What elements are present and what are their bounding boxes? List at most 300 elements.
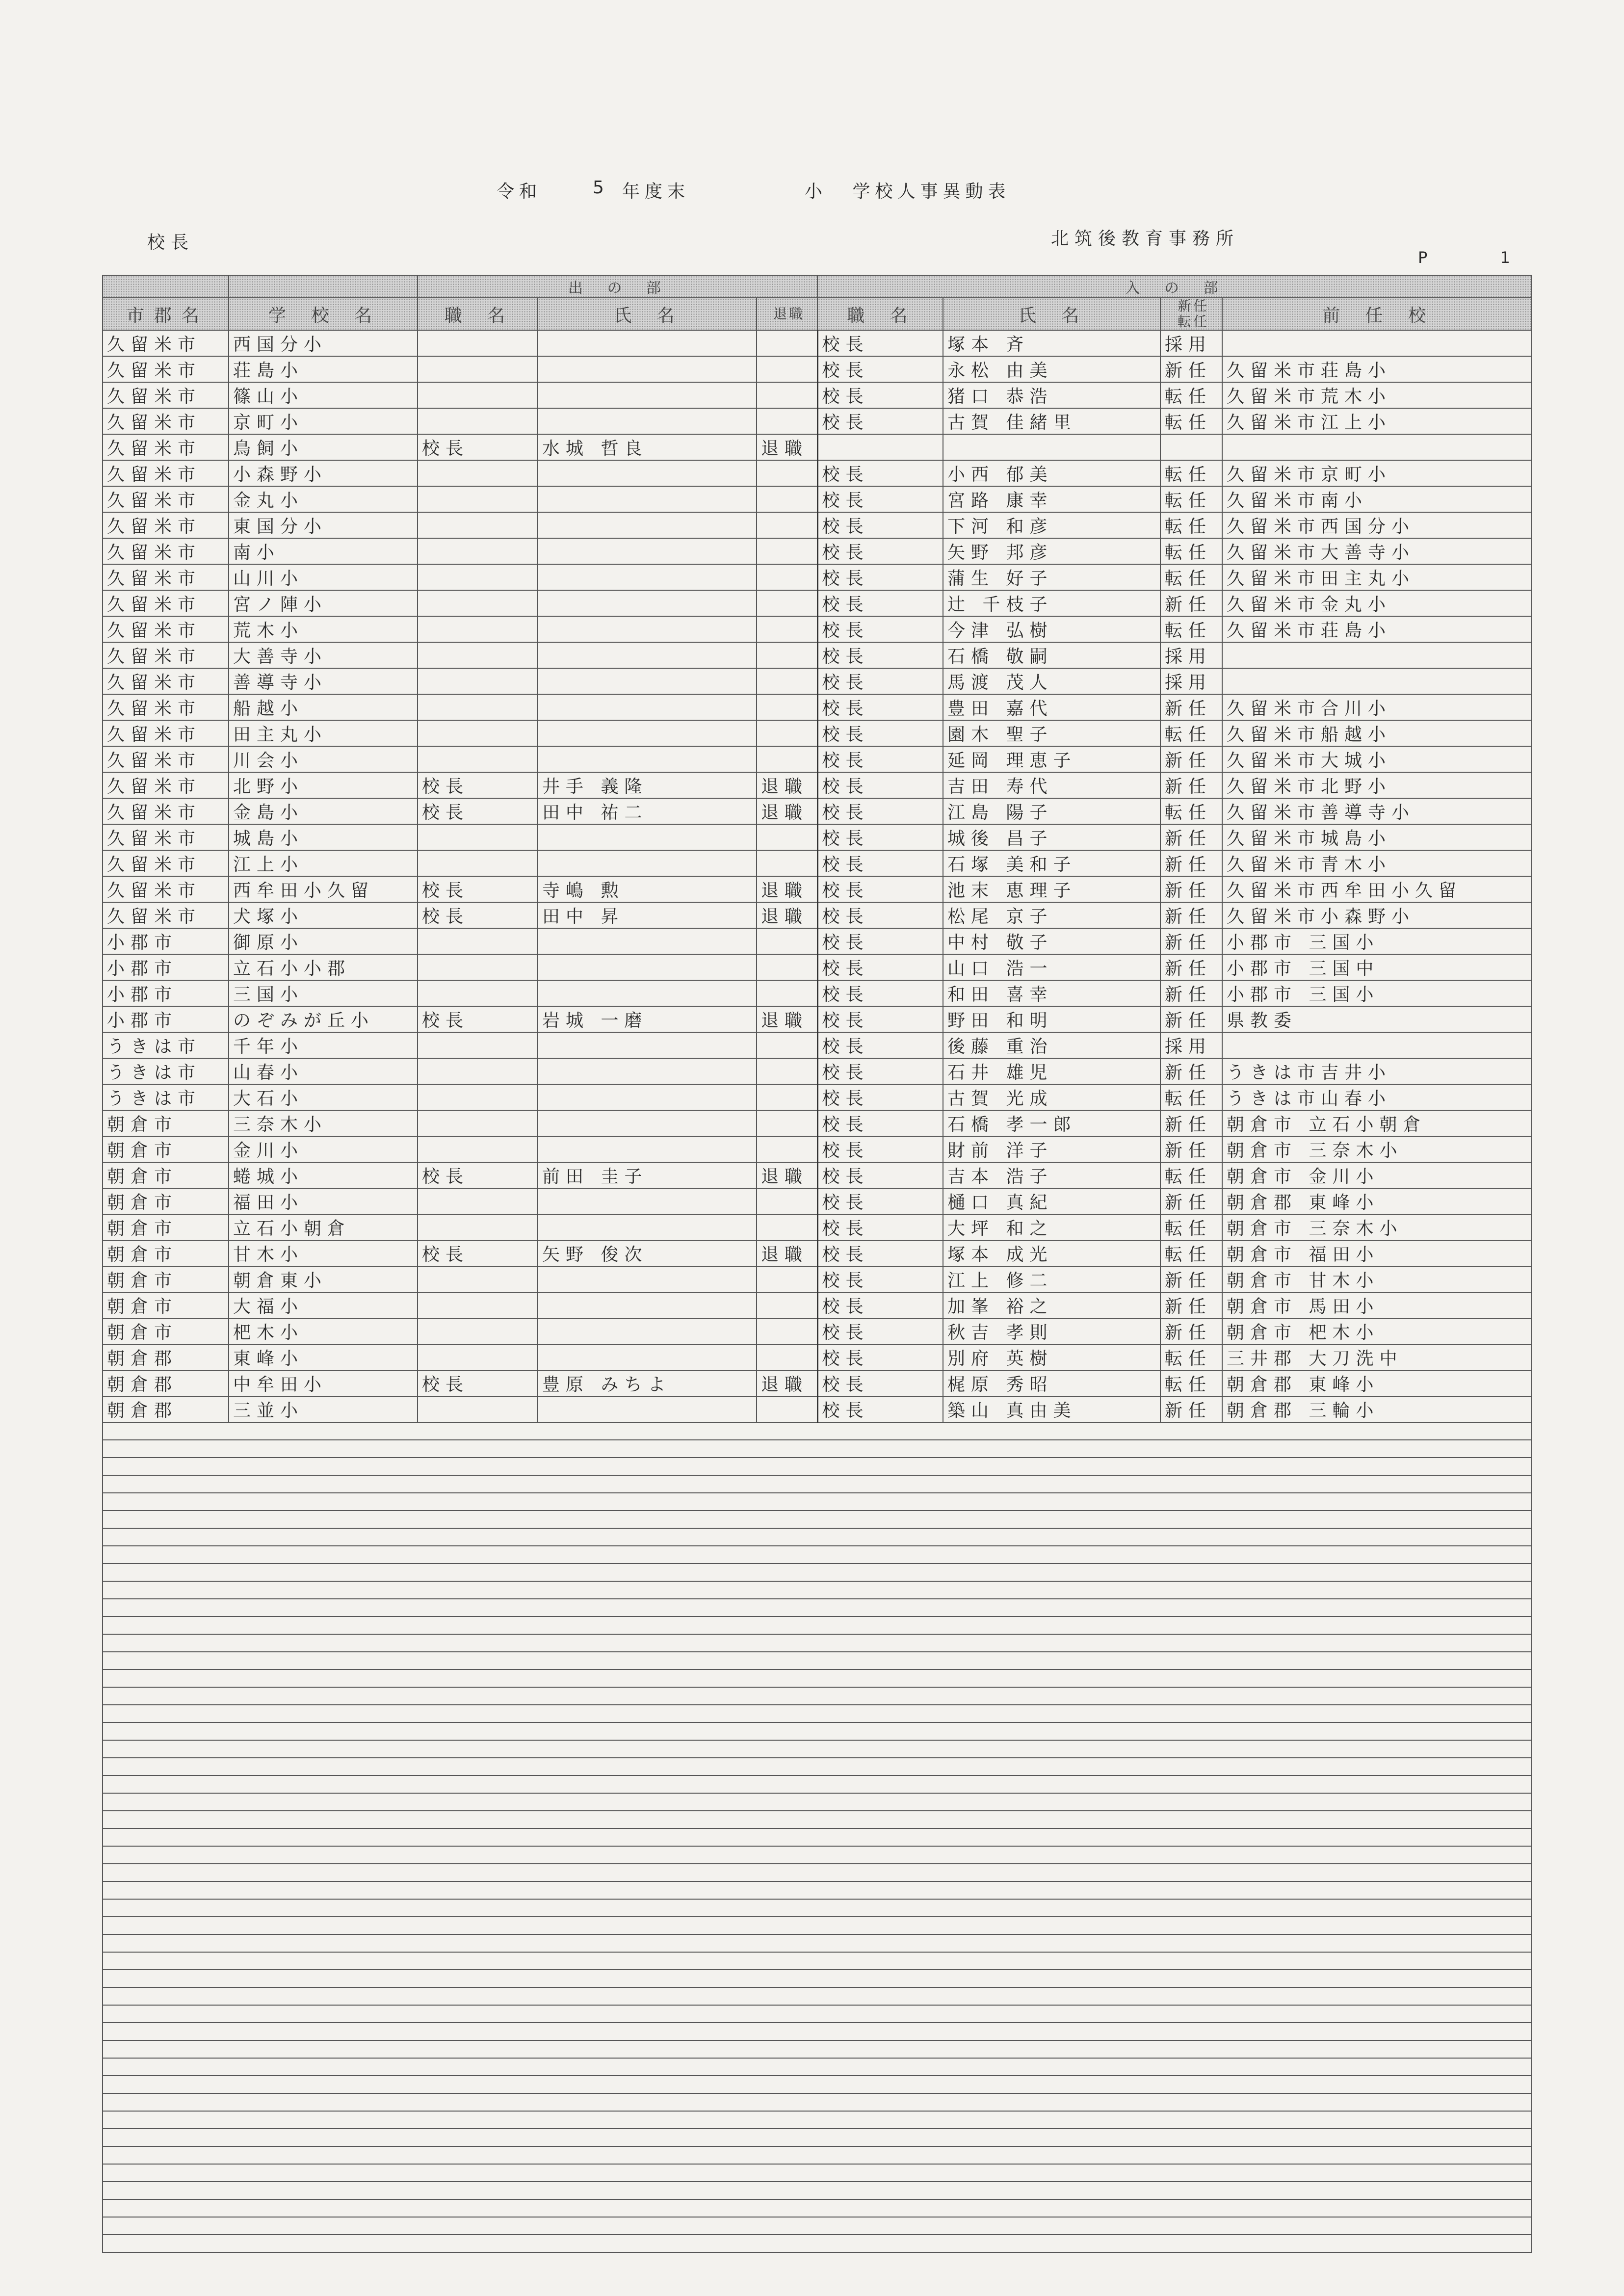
out-name-cell <box>538 512 757 538</box>
previous-school-cell: 小郡市 三国小 <box>1222 980 1532 1006</box>
empty-row <box>103 1475 1532 1493</box>
region-cell: うきは市 <box>103 1058 229 1084</box>
previous-school-cell: 久留米市田主丸小 <box>1222 564 1532 590</box>
out-position-cell <box>418 1344 538 1370</box>
in-position-cell: 校長 <box>817 1292 943 1318</box>
empty-row-cell <box>103 1828 1532 1846</box>
empty-row <box>103 1599 1532 1617</box>
empty-row <box>103 2040 1532 2058</box>
empty-row-cell <box>103 1687 1532 1705</box>
out-name-cell: 岩城 一磨 <box>538 1006 757 1032</box>
empty-row <box>103 1564 1532 1581</box>
out-name-cell <box>538 1266 757 1292</box>
out-name-cell <box>538 954 757 980</box>
in-position-cell: 校長 <box>817 1084 943 1110</box>
table-row <box>103 1292 1532 1318</box>
empty-row <box>103 2005 1532 2023</box>
table-row <box>103 1214 1532 1240</box>
in-position-cell: 校長 <box>817 564 943 590</box>
region-cell: 久留米市 <box>103 590 229 616</box>
empty-row <box>103 1652 1532 1670</box>
school-cell: のぞみが丘小 <box>229 1006 418 1032</box>
empty-row <box>103 1952 1532 1970</box>
out-position-cell <box>418 512 538 538</box>
in-name-cell: 中村 敬子 <box>943 928 1160 954</box>
in-name-cell: 秋吉 孝則 <box>943 1318 1160 1344</box>
school-cell: 三国小 <box>229 980 418 1006</box>
in-name-cell <box>943 434 1160 460</box>
empty-row-cell <box>103 1952 1532 1970</box>
out-position-cell <box>418 980 538 1006</box>
retirement-cell <box>757 356 817 382</box>
in-position-cell: 校長 <box>817 1162 943 1188</box>
in-position-cell: 校長 <box>817 1136 943 1162</box>
in-name-cell: 延岡 理恵子 <box>943 746 1160 772</box>
empty-row-cell <box>103 1475 1532 1493</box>
out-position-cell <box>418 538 538 564</box>
empty-row <box>103 1934 1532 1952</box>
appointment-type-cell: 新任 <box>1160 1318 1222 1344</box>
in-name-cell: 馬渡 茂人 <box>943 668 1160 694</box>
in-position-cell: 校長 <box>817 876 943 902</box>
empty-row-cell <box>103 1440 1532 1458</box>
region-cell: 久留米市 <box>103 460 229 486</box>
in-position-cell: 校長 <box>817 1240 943 1266</box>
previous-school-cell: 久留米市大城小 <box>1222 746 1532 772</box>
school-cell: 山川小 <box>229 564 418 590</box>
appointment-type-cell: 採用 <box>1160 642 1222 668</box>
empty-row-cell <box>103 2040 1532 2058</box>
in-position-cell: 校長 <box>817 928 943 954</box>
out-name-cell <box>538 460 757 486</box>
retirement-cell: 退職 <box>757 1370 817 1396</box>
empty-row <box>103 2217 1532 2235</box>
school-cell: 荘島小 <box>229 356 418 382</box>
appointment-type-cell: 転任 <box>1160 486 1222 512</box>
school-cell: 金島小 <box>229 798 418 824</box>
empty-row-cell <box>103 1846 1532 1864</box>
in-name-cell: 江上 修二 <box>943 1266 1160 1292</box>
previous-school-cell: 朝倉市 馬田小 <box>1222 1292 1532 1318</box>
appointment-type-cell: 転任 <box>1160 1162 1222 1188</box>
table-row <box>103 1032 1532 1058</box>
table-row <box>103 850 1532 876</box>
school-cell: 鳥飼小 <box>229 434 418 460</box>
in-name-cell: 今津 弘樹 <box>943 616 1160 642</box>
appointment-type-cell: 転任 <box>1160 408 1222 434</box>
column-header-in-name: 氏 名 <box>943 298 1160 330</box>
empty-row <box>103 2235 1532 2252</box>
in-name-cell: 築山 真由美 <box>943 1396 1160 1422</box>
region-cell: 久留米市 <box>103 434 229 460</box>
out-position-cell: 校長 <box>418 876 538 902</box>
appointment-type-cell: 新任 <box>1160 772 1222 798</box>
in-position-cell: 校長 <box>817 1032 943 1058</box>
school-cell: 立石小小郡 <box>229 954 418 980</box>
in-name-cell: 野田 和明 <box>943 1006 1160 1032</box>
appointment-type-cell: 新任 <box>1160 1266 1222 1292</box>
empty-row-cell <box>103 1422 1532 1440</box>
table-row <box>103 798 1532 824</box>
retirement-cell <box>757 1110 817 1136</box>
out-position-cell <box>418 1292 538 1318</box>
column-header-row <box>103 298 1532 330</box>
previous-school-cell: 久留米市西牟田小久留 <box>1222 876 1532 902</box>
table-row <box>103 746 1532 772</box>
in-position-cell: 校長 <box>817 850 943 876</box>
out-section-header: 出 の 部 <box>418 275 817 298</box>
retirement-cell <box>757 408 817 434</box>
previous-school-cell <box>1222 642 1532 668</box>
previous-school-cell: 久留米市大善寺小 <box>1222 538 1532 564</box>
out-position-cell <box>418 668 538 694</box>
empty-row-cell <box>103 1528 1532 1546</box>
empty-row-cell <box>103 2199 1532 2217</box>
out-name-cell: 寺嶋 勲 <box>538 876 757 902</box>
previous-school-cell: うきは市山春小 <box>1222 1084 1532 1110</box>
out-name-cell <box>538 746 757 772</box>
out-name-cell <box>538 980 757 1006</box>
empty-row-cell <box>103 2217 1532 2235</box>
in-name-cell: 豊田 嘉代 <box>943 694 1160 720</box>
table-row <box>103 928 1532 954</box>
out-position-cell <box>418 1058 538 1084</box>
empty-row <box>103 1581 1532 1599</box>
out-name-cell <box>538 330 757 356</box>
in-name-cell: 古賀 佳緒里 <box>943 408 1160 434</box>
out-name-cell <box>538 1032 757 1058</box>
in-position-cell: 校長 <box>817 694 943 720</box>
out-name-cell <box>538 408 757 434</box>
school-cell: 西牟田小久留 <box>229 876 418 902</box>
region-cell: 久留米市 <box>103 720 229 746</box>
previous-school-cell: 久留米市船越小 <box>1222 720 1532 746</box>
in-name-cell: 永松 由美 <box>943 356 1160 382</box>
personnel-table <box>102 275 1532 2253</box>
school-cell: 千年小 <box>229 1032 418 1058</box>
retirement-cell <box>757 1032 817 1058</box>
previous-school-cell: 朝倉市 三奈木小 <box>1222 1214 1532 1240</box>
region-cell: 朝倉市 <box>103 1240 229 1266</box>
empty-row <box>103 1828 1532 1846</box>
previous-school-cell: 三井郡 大刀洗中 <box>1222 1344 1532 1370</box>
table-row <box>103 902 1532 928</box>
empty-row <box>103 1970 1532 1987</box>
retirement-cell <box>757 460 817 486</box>
empty-row-cell <box>103 2005 1532 2023</box>
out-position-cell <box>418 824 538 850</box>
school-cell: 東国分小 <box>229 512 418 538</box>
empty-row-cell <box>103 1511 1532 1528</box>
in-position-cell: 校長 <box>817 1396 943 1422</box>
in-position-cell: 校長 <box>817 590 943 616</box>
school-cell: 大善寺小 <box>229 642 418 668</box>
empty-row <box>103 1917 1532 1934</box>
empty-row-cell <box>103 1758 1532 1775</box>
previous-school-cell: 久留米市西国分小 <box>1222 512 1532 538</box>
table-row <box>103 538 1532 564</box>
in-position-cell: 校長 <box>817 746 943 772</box>
in-position-cell: 校長 <box>817 382 943 408</box>
out-position-cell <box>418 850 538 876</box>
in-name-cell: 大坪 和之 <box>943 1214 1160 1240</box>
retirement-cell <box>757 824 817 850</box>
empty-row-cell <box>103 1546 1532 1564</box>
previous-school-cell: 久留米市京町小 <box>1222 460 1532 486</box>
out-name-cell <box>538 1084 757 1110</box>
column-header-out-position: 職 名 <box>418 298 538 330</box>
out-position-cell <box>418 1032 538 1058</box>
retirement-cell <box>757 668 817 694</box>
appointment-type-cell: 転任 <box>1160 1344 1222 1370</box>
appointment-type-cell: 採用 <box>1160 330 1222 356</box>
empty-row <box>103 2146 1532 2164</box>
in-name-cell: 池末 恵理子 <box>943 876 1160 902</box>
retirement-cell: 退職 <box>757 902 817 928</box>
in-name-cell: 下河 和彦 <box>943 512 1160 538</box>
appointment-type-cell: 新任 <box>1160 356 1222 382</box>
region-cell: 久留米市 <box>103 616 229 642</box>
retirement-cell <box>757 1292 817 1318</box>
previous-school-cell <box>1222 668 1532 694</box>
out-name-cell <box>538 486 757 512</box>
in-name-cell: 石井 雄児 <box>943 1058 1160 1084</box>
in-position-cell: 校長 <box>817 512 943 538</box>
empty-row <box>103 1687 1532 1705</box>
out-name-cell <box>538 642 757 668</box>
region-cell: 久留米市 <box>103 512 229 538</box>
out-name-cell <box>538 382 757 408</box>
empty-row-cell <box>103 1793 1532 1811</box>
empty-row-cell <box>103 2182 1532 2199</box>
section-header-row <box>103 275 1532 298</box>
empty-row-cell <box>103 1634 1532 1652</box>
empty-row-cell <box>103 2076 1532 2093</box>
school-cell: 船越小 <box>229 694 418 720</box>
in-name-cell: 加峯 裕之 <box>943 1292 1160 1318</box>
table-row <box>103 1188 1532 1214</box>
retirement-cell <box>757 954 817 980</box>
out-position-cell: 校長 <box>418 902 538 928</box>
in-position-cell: 校長 <box>817 954 943 980</box>
previous-school-cell: 小郡市 三国中 <box>1222 954 1532 980</box>
in-position-cell: 校長 <box>817 1006 943 1032</box>
out-name-cell <box>538 1136 757 1162</box>
out-name-cell <box>538 1214 757 1240</box>
appointment-type-cell: 新任 <box>1160 876 1222 902</box>
school-cell: 城島小 <box>229 824 418 850</box>
header-blank <box>229 275 418 298</box>
region-cell: 朝倉市 <box>103 1318 229 1344</box>
category-label: 校長 <box>147 233 195 253</box>
empty-row <box>103 1511 1532 1528</box>
appointment-type-cell: 新任 <box>1160 1292 1222 1318</box>
in-position-cell: 校長 <box>817 980 943 1006</box>
table-row <box>103 668 1532 694</box>
out-name-cell <box>538 356 757 382</box>
empty-row <box>103 1458 1532 1475</box>
previous-school-cell: 久留米市金丸小 <box>1222 590 1532 616</box>
table-row <box>103 642 1532 668</box>
previous-school-cell: 久留米市城島小 <box>1222 824 1532 850</box>
region-cell: 朝倉市 <box>103 1214 229 1240</box>
column-header-out-name: 氏 名 <box>538 298 757 330</box>
table-row <box>103 1136 1532 1162</box>
title-name: 小 学校人事異動表 <box>805 182 1011 202</box>
in-name-cell: 石橋 敬嗣 <box>943 642 1160 668</box>
region-cell: うきは市 <box>103 1084 229 1110</box>
in-section-header: 入 の 部 <box>817 275 1532 298</box>
empty-row <box>103 1722 1532 1740</box>
region-cell: 小郡市 <box>103 980 229 1006</box>
empty-row <box>103 1758 1532 1775</box>
appointment-type-cell: 新任 <box>1160 954 1222 980</box>
previous-school-cell <box>1222 330 1532 356</box>
in-name-cell: 古賀 光成 <box>943 1084 1160 1110</box>
column-header-region: 市郡名 <box>103 298 229 330</box>
out-name-cell <box>538 1058 757 1084</box>
empty-row-cell <box>103 1881 1532 1899</box>
region-cell: 朝倉市 <box>103 1162 229 1188</box>
school-cell: 江上小 <box>229 850 418 876</box>
appointment-type-cell: 新任 <box>1160 1058 1222 1084</box>
empty-row <box>103 2023 1532 2040</box>
retirement-cell <box>757 850 817 876</box>
out-name-cell <box>538 1188 757 1214</box>
empty-row-cell <box>103 1670 1532 1687</box>
table-row <box>103 1110 1532 1136</box>
out-position-cell: 校長 <box>418 1162 538 1188</box>
appointment-type-cell: 転任 <box>1160 564 1222 590</box>
appointment-type-cell: 新任 <box>1160 980 1222 1006</box>
out-position-cell <box>418 1084 538 1110</box>
table-row <box>103 408 1532 434</box>
school-cell: 蜷城小 <box>229 1162 418 1188</box>
out-position-cell <box>418 486 538 512</box>
retirement-cell <box>757 512 817 538</box>
region-cell: 久留米市 <box>103 824 229 850</box>
previous-school-cell: 朝倉市 三奈木小 <box>1222 1136 1532 1162</box>
in-position-cell: 校長 <box>817 1214 943 1240</box>
previous-school-cell: 久留米市荒木小 <box>1222 382 1532 408</box>
region-cell: 久留米市 <box>103 850 229 876</box>
in-position-cell: 校長 <box>817 1266 943 1292</box>
table-row <box>103 356 1532 382</box>
out-name-cell: 豊原 みちよ <box>538 1370 757 1396</box>
school-cell: 三並小 <box>229 1396 418 1422</box>
out-position-cell <box>418 1396 538 1422</box>
previous-school-cell: 久留米市南小 <box>1222 486 1532 512</box>
empty-row <box>103 2111 1532 2129</box>
appointment-type-cell: 新任 <box>1160 1188 1222 1214</box>
retirement-cell: 退職 <box>757 798 817 824</box>
out-name-cell: 前田 圭子 <box>538 1162 757 1188</box>
out-position-cell <box>418 1214 538 1240</box>
appointment-type-cell: 新任 <box>1160 928 1222 954</box>
table-row <box>103 330 1532 356</box>
empty-row-cell <box>103 2058 1532 2076</box>
out-position-cell: 校長 <box>418 798 538 824</box>
table-row <box>103 460 1532 486</box>
empty-row-cell <box>103 1864 1532 1881</box>
appointment-type-cell: 新任 <box>1160 850 1222 876</box>
school-cell: 荒木小 <box>229 616 418 642</box>
retirement-cell <box>757 590 817 616</box>
table-row <box>103 616 1532 642</box>
in-position-cell: 校長 <box>817 824 943 850</box>
out-name-cell <box>538 850 757 876</box>
appointment-type-cell: 転任 <box>1160 538 1222 564</box>
school-cell: 御原小 <box>229 928 418 954</box>
previous-school-cell: 久留米市青木小 <box>1222 850 1532 876</box>
out-position-cell <box>418 616 538 642</box>
retirement-cell <box>757 1084 817 1110</box>
in-position-cell: 校長 <box>817 798 943 824</box>
previous-school-cell: 朝倉市 金川小 <box>1222 1162 1532 1188</box>
in-name-cell: 梶原 秀昭 <box>943 1370 1160 1396</box>
previous-school-cell: 久留米市荘島小 <box>1222 356 1532 382</box>
out-position-cell <box>418 954 538 980</box>
previous-school-cell: 県教委 <box>1222 1006 1532 1032</box>
school-cell: 大石小 <box>229 1084 418 1110</box>
out-position-cell <box>418 356 538 382</box>
region-cell: 久留米市 <box>103 564 229 590</box>
title-era: 令和 <box>497 182 542 202</box>
appointment-type-cell: 新任 <box>1160 1110 1222 1136</box>
empty-row <box>103 1811 1532 1828</box>
empty-row-cell <box>103 1722 1532 1740</box>
empty-row <box>103 1617 1532 1634</box>
previous-school-cell: 久留米市合川小 <box>1222 694 1532 720</box>
retirement-cell <box>757 642 817 668</box>
appointment-type-cell: 新任 <box>1160 746 1222 772</box>
retirement-cell <box>757 1188 817 1214</box>
school-cell: 杷木小 <box>229 1318 418 1344</box>
appointment-type-cell: 転任 <box>1160 616 1222 642</box>
retirement-cell <box>757 1318 817 1344</box>
in-position-cell: 校長 <box>817 1318 943 1344</box>
previous-school-cell: 朝倉市 立石小朝倉 <box>1222 1110 1532 1136</box>
table-row <box>103 1370 1532 1396</box>
out-name-cell: 井手 義隆 <box>538 772 757 798</box>
empty-row <box>103 2076 1532 2093</box>
empty-row <box>103 1775 1532 1793</box>
retirement-cell <box>757 1214 817 1240</box>
appointment-type-cell: 転任 <box>1160 798 1222 824</box>
empty-row <box>103 1740 1532 1758</box>
in-position-cell: 校長 <box>817 642 943 668</box>
previous-school-cell <box>1222 1032 1532 1058</box>
out-position-cell <box>418 1110 538 1136</box>
retirement-cell: 退職 <box>757 434 817 460</box>
out-name-cell <box>538 1292 757 1318</box>
region-cell: 久留米市 <box>103 772 229 798</box>
out-name-cell <box>538 616 757 642</box>
empty-row <box>103 1546 1532 1564</box>
table-row <box>103 824 1532 850</box>
out-position-cell <box>418 642 538 668</box>
region-cell: 久留米市 <box>103 408 229 434</box>
in-name-cell: 城後 昌子 <box>943 824 1160 850</box>
previous-school-cell: 久留米市江上小 <box>1222 408 1532 434</box>
appointment-type-cell: 転任 <box>1160 382 1222 408</box>
out-name-cell: 田中 祐二 <box>538 798 757 824</box>
previous-school-cell: 久留米市善導寺小 <box>1222 798 1532 824</box>
out-position-cell <box>418 1136 538 1162</box>
appointment-type-cell: 新任 <box>1160 902 1222 928</box>
appointment-type-cell: 転任 <box>1160 720 1222 746</box>
retirement-cell <box>757 720 817 746</box>
